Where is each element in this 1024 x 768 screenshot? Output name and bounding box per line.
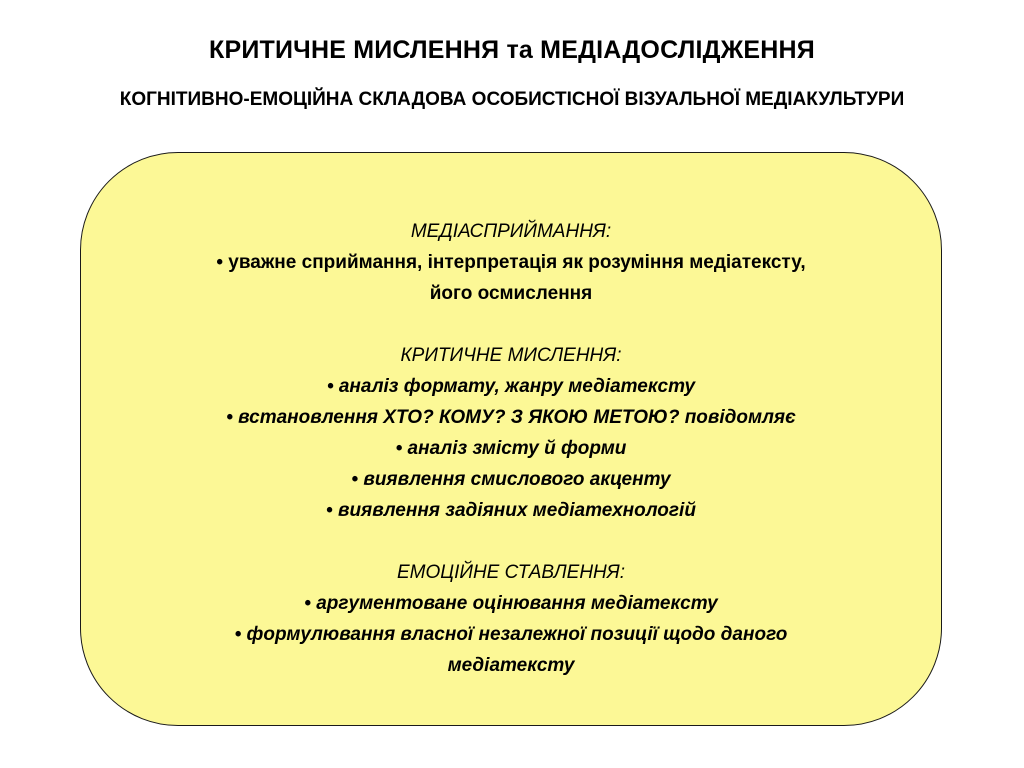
content-text — [81, 216, 941, 681]
list-item: медіатексту — [447, 655, 575, 676]
section-heading-critical-thinking: КРИТИЧНЕ МИСЛЕННЯ: — [400, 345, 622, 366]
slide-title: КРИТИЧНЕ МИСЛЕННЯ та МЕДІАДОСЛІДЖЕННЯ — [209, 36, 815, 64]
list-item: • встановлення ХТО? КОМУ? З ЯКОЮ МЕТОЮ? повідомляє — [226, 407, 796, 428]
section-spacer — [81, 309, 941, 340]
list-item: • аналіз формату, жанру медіатексту — [326, 376, 696, 397]
list-item: його осмислення — [429, 283, 593, 304]
section-heading-emotional-attitude: ЕМОЦІЙНЕ СТАВЛЕННЯ: — [397, 562, 625, 583]
slide-subtitle: КОГНІТИВНО-ЕМОЦІЙНА СКЛАДОВА ОСОБИСТІСНОЇ ВІЗУАЛЬНОЇ МЕДІАКУЛЬТУРИ — [119, 89, 905, 110]
section-spacer — [81, 526, 941, 557]
list-item: • аналіз змісту й форми — [395, 438, 627, 459]
list-item: • виявлення задіяних медіатехнологій — [326, 500, 696, 521]
content-box — [80, 152, 942, 726]
list-item: • виявлення смислового акценту — [351, 469, 671, 490]
list-item: • аргументоване оцінювання медіатексту — [304, 593, 718, 614]
section-heading-media-perception: МЕДІАСПРИЙМАННЯ: — [410, 221, 612, 242]
list-item: • уважне сприймання, інтерпретація як розуміння медіатексту, — [216, 252, 806, 273]
list-item: • формулювання власної незалежної позиції щодо даного — [234, 624, 788, 645]
